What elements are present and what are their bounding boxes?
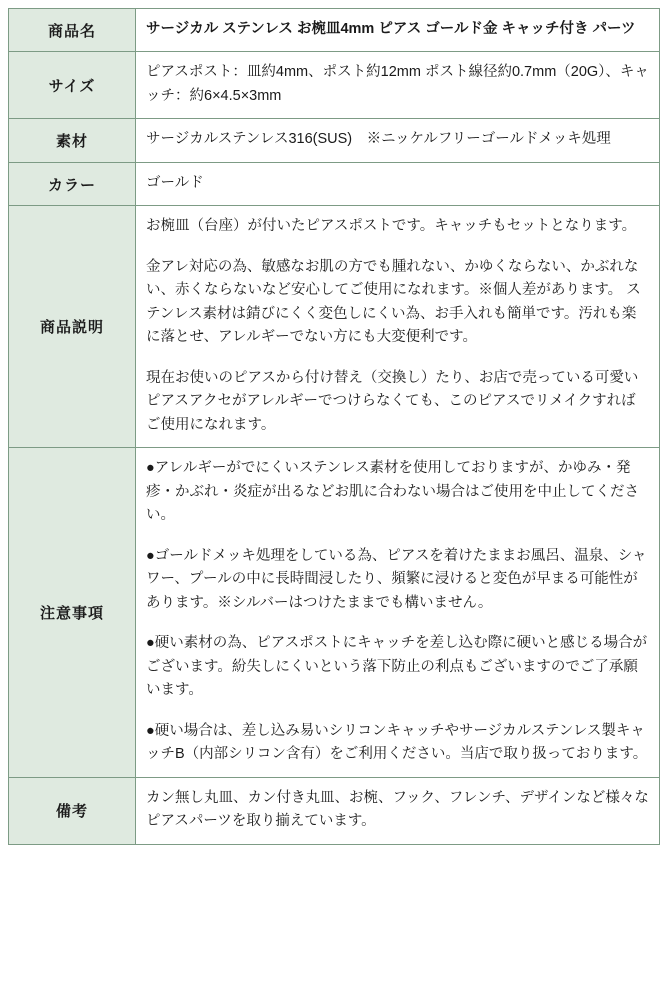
table-row	[9, 119, 660, 162]
description-paragraph-2: 金アレ対応の為、敏感なお肌の方でも腫れない、かゆくならない、かぶれない、赤くならないなど安心してご使用になれます。※個人差があります。 ステンレス素材は錆びにくく変色しにくい為、お手入れも簡単です。汚れも楽に落とせ、アレルギーでない方にも大変便利です。	[146, 258, 641, 346]
size-text: ピアスポスト：皿約4mm、ポスト約12mm ポスト線径約0.7mm（20G）、キャッチ：約6×4.5×3mm	[146, 64, 649, 104]
table-row	[9, 448, 660, 777]
note-paragraph-3: ●硬い素材の為、ピアスポストにキャッチを差し込む際に硬いと感じる場合がございます。紛失しにくいという落下防止の利点もございますのでご了承願います。	[146, 635, 648, 699]
table-row	[9, 777, 660, 844]
table-row	[9, 206, 660, 448]
row-label-material: 素材	[9, 119, 136, 162]
row-value-remarks	[136, 777, 660, 844]
row-value-color	[136, 162, 660, 205]
spec-table-body	[9, 9, 660, 845]
row-label-size: サイズ	[9, 52, 136, 119]
description-paragraph-3: 現在お使いのピアスから付け替え（交換し）たり、お店で売っている可愛いピアスアクセがアレルギーでつけらなくても、このピアスでリメイクすればご使用になれます。	[146, 369, 639, 433]
row-value-product-name	[136, 9, 660, 52]
row-value-description	[136, 206, 660, 448]
row-label-notes: 注意事項	[9, 448, 136, 777]
material-text: サージカルステンレス316(SUS) ※ニッケルフリーゴールドメッキ処理	[146, 131, 611, 148]
row-label-color: カラー	[9, 162, 136, 205]
table-row	[9, 52, 660, 119]
note-paragraph-2: ●ゴールドメッキ処理をしている為、ピアスを着けたままお風呂、温泉、シャワー、プールの中に長時間浸したり、頻繁に浸けると変色が早まる可能性があります。※シルバーはつけたままでも構いません。	[146, 547, 647, 611]
description-paragraph-1: お椀皿（台座）が付いたピアスポストです。キャッチもセットとなります。	[146, 218, 637, 235]
row-value-material	[136, 119, 660, 162]
remarks-text: カン無し丸皿、カン付き丸皿、お椀、フック、フレンチ、デザインなど様々なピアスパーツを取り揃えています。	[146, 789, 649, 830]
color-text: ゴールド	[146, 174, 204, 191]
product-spec-table	[8, 8, 660, 845]
table-row	[9, 162, 660, 205]
row-label-remarks: 備考	[9, 777, 136, 844]
table-row	[9, 9, 660, 52]
row-label-description: 商品説明	[9, 206, 136, 448]
product-name-text: サージカル ステンレス お椀皿4mm ピアス ゴールド金 キャッチ付き パーツ	[146, 21, 636, 37]
note-paragraph-1: ●アレルギーがでにくいステンレス素材を使用しておりますが、かゆみ・発疹・かぶれ・炎症が出るなどお肌に合わない場合はご使用を中止してください。	[146, 460, 639, 524]
note-paragraph-4: ●硬い場合は、差し込み易いシリコンキャッチやサージカルステンレス製キャッチB（内部シリコン含有）をご利用ください。当店で取り扱っております。	[146, 722, 648, 763]
row-value-size	[136, 52, 660, 119]
row-value-notes	[136, 448, 660, 777]
row-label-product-name: 商品名	[9, 9, 136, 52]
